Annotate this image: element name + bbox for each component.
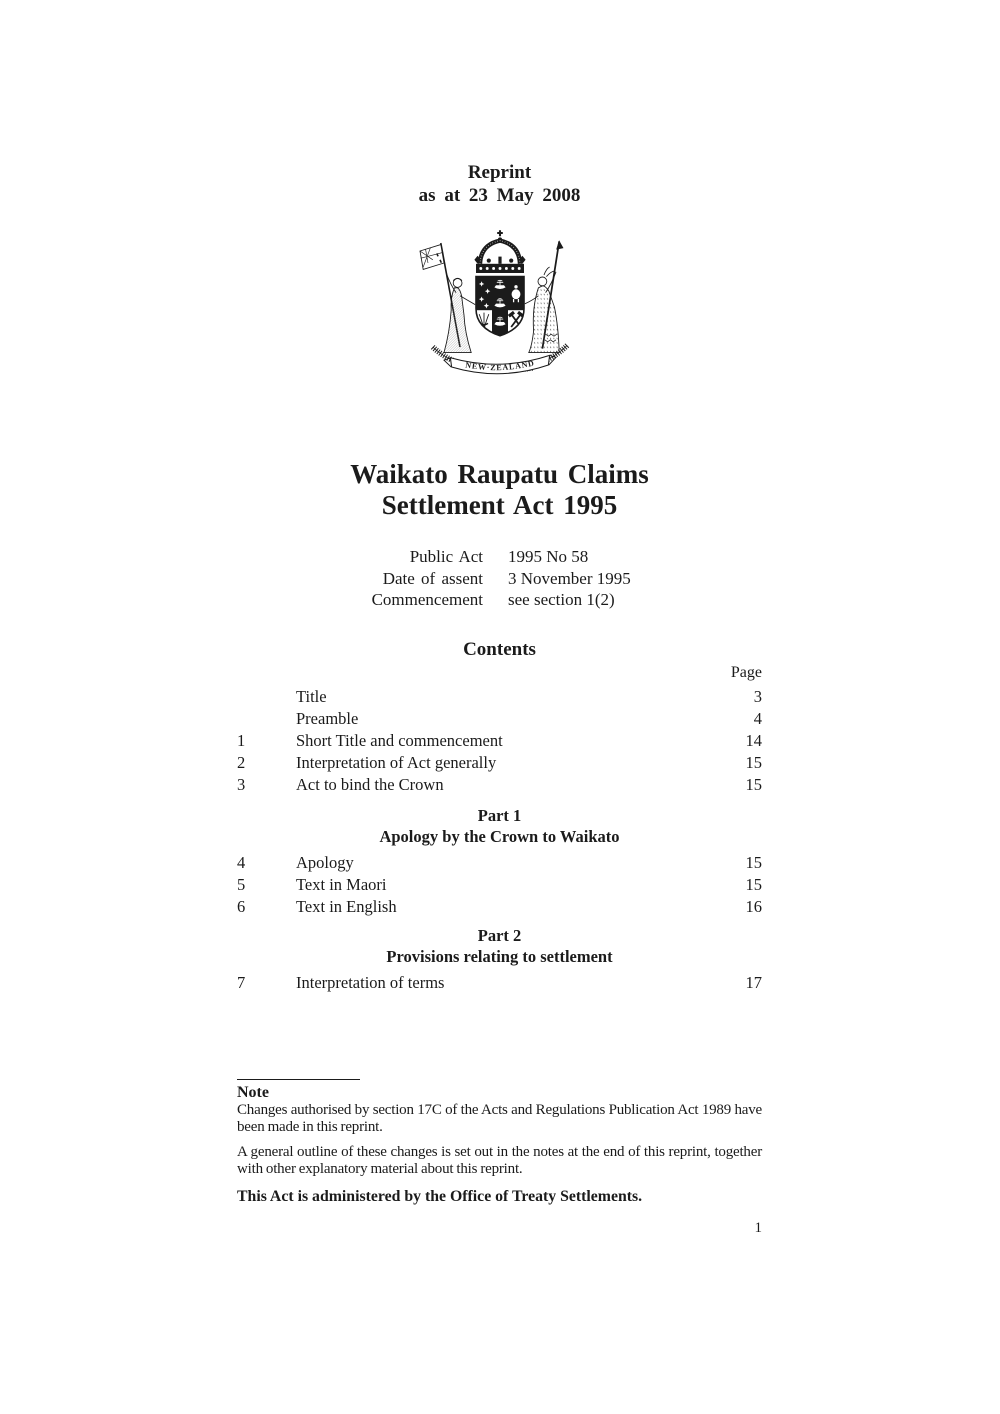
maori-warrior-supporter xyxy=(524,241,562,352)
note-paragraph-2: A general outline of these changes is set out in the notes at the end of this reprint, together with other explanatory material about this reprint. xyxy=(237,1143,762,1177)
meta-label: Date of assent xyxy=(382,568,483,588)
toc-num: 5 xyxy=(237,874,246,894)
act-title xyxy=(237,459,762,521)
toc-num: 3 xyxy=(237,774,246,794)
zealandia-supporter xyxy=(420,243,475,353)
part-1-label: Part 1 xyxy=(477,805,522,825)
toc-label: Apology xyxy=(296,852,354,872)
page-number: 1 xyxy=(754,1219,762,1236)
note-divider xyxy=(237,1079,360,1080)
toc-label: Act to bind the Crown xyxy=(296,774,444,794)
meta-row-public-act xyxy=(237,546,762,568)
toc-label: Interpretation of terms xyxy=(296,972,445,992)
toc-num: 1 xyxy=(237,730,246,750)
toc-label: Text in Maori xyxy=(296,874,387,894)
meta-row-commencement xyxy=(237,589,762,611)
toc-row-section-4 xyxy=(237,852,762,874)
new-zealand-banner xyxy=(444,355,556,373)
note-heading: Note xyxy=(237,1083,269,1101)
nz-coat-of-arms-image xyxy=(412,227,588,387)
toc-page: 16 xyxy=(745,896,762,916)
toc-row-section-1 xyxy=(237,730,762,752)
reprint-title: Reprint xyxy=(467,162,532,183)
toc-row-section-7 xyxy=(237,972,762,994)
contents-heading: Contents xyxy=(463,638,536,660)
note-section xyxy=(237,1079,762,1206)
toc-page: 15 xyxy=(745,752,762,772)
part-1-heading xyxy=(237,805,762,848)
toc-row-section-2 xyxy=(237,752,762,774)
toc-num: 6 xyxy=(237,896,246,916)
part-2-title: Provisions relating to settlement xyxy=(386,947,613,966)
meta-value: 3 November 1995 xyxy=(508,568,631,588)
toc-num: 4 xyxy=(237,852,246,872)
toc-row-section-6 xyxy=(237,896,762,918)
table-of-contents xyxy=(237,686,762,994)
part-2-label: Part 2 xyxy=(477,925,522,945)
toc-row-title xyxy=(237,686,762,708)
act-metadata xyxy=(237,546,762,611)
meta-value: 1995 No 58 xyxy=(508,547,589,566)
meta-value: see section 1(2) xyxy=(508,590,615,609)
act-title-line2: Settlement Act 1995 xyxy=(381,490,618,520)
toc-page: 14 xyxy=(745,730,762,750)
toc-page: 15 xyxy=(745,874,762,894)
meta-label: Public Act xyxy=(409,547,483,566)
crown-icon xyxy=(474,230,525,273)
toc-page: 3 xyxy=(753,686,762,706)
toc-page: 17 xyxy=(745,972,762,992)
reprint-header xyxy=(237,161,762,207)
nz-coat-of-arms xyxy=(237,227,762,387)
toc-num: 7 xyxy=(237,972,246,992)
part-2-heading xyxy=(237,925,762,968)
toc-label: Text in English xyxy=(296,896,397,916)
contents-page-label: Page xyxy=(730,663,762,681)
toc-page: 15 xyxy=(745,774,762,794)
meta-row-date-of-assent xyxy=(237,568,762,590)
toc-num xyxy=(237,686,296,708)
toc-row-section-3 xyxy=(237,774,762,796)
toc-row-section-5 xyxy=(237,874,762,896)
shield-icon xyxy=(476,277,524,338)
content-column xyxy=(237,0,762,1237)
act-title-line1: Waikato Raupatu Claims xyxy=(350,459,649,489)
part-1-title: Apology by the Crown to Waikato xyxy=(379,827,620,846)
toc-label: Preamble xyxy=(296,708,359,728)
toc-row-preamble xyxy=(237,708,762,730)
toc-num: 2 xyxy=(237,752,246,772)
toc-page: 15 xyxy=(745,852,762,872)
toc-label: Short Title and commencement xyxy=(296,730,503,750)
reprint-date: as at 23 May 2008 xyxy=(418,185,581,206)
toc-page: 4 xyxy=(753,708,762,728)
banner-text: NEW·ZEALAND xyxy=(464,358,536,373)
toc-num xyxy=(237,708,296,730)
meta-label: Commencement xyxy=(371,590,483,609)
toc-label: Interpretation of Act generally xyxy=(296,752,497,772)
note-paragraph-1: Changes authorised by section 17C of the Acts and Regulations Publication Act 1989 have been made in this reprint. xyxy=(237,1101,762,1135)
note-administered-by: This Act is administered by the Office of Treaty Settlements. xyxy=(237,1187,643,1205)
toc-label: Title xyxy=(296,686,327,706)
